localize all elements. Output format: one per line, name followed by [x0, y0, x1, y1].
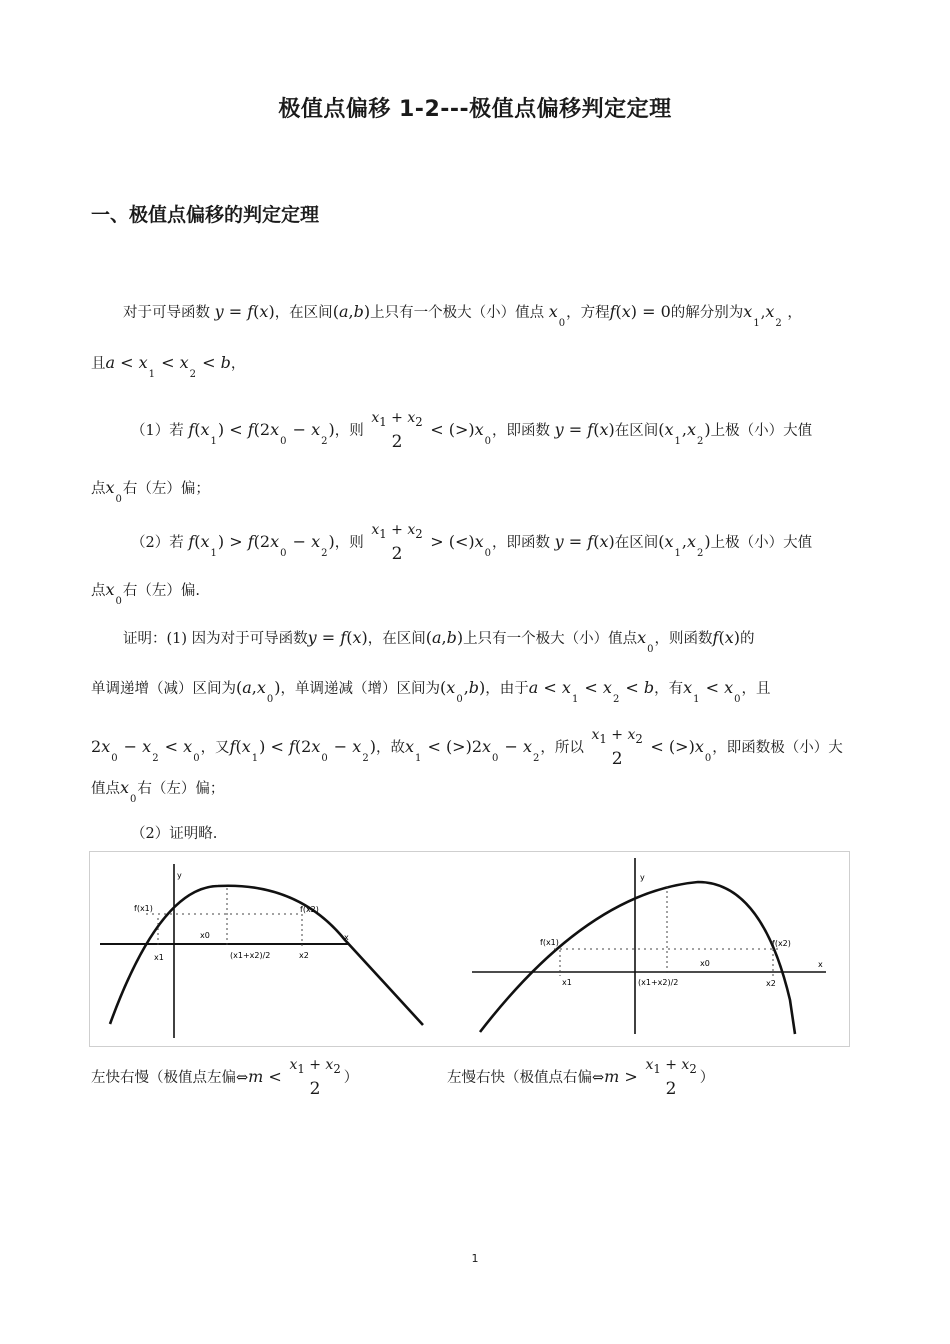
- case-1-line: （1）若 $f(x_1) < f(2x_0 - x_2)$，则 $x_1 + x_2$ 2 < $(>)x_0$，即函数 y = f(x)在区间$(x_1,x_2)$上极（小）大值: [131, 410, 813, 453]
- case-text: ，即函数: [492, 535, 551, 552]
- caption-relation: m <: [248, 1067, 282, 1087]
- proof-text: 右（左）偏；: [137, 781, 225, 797]
- proof-text: ，在区间: [367, 631, 426, 647]
- case-text: ，则: [334, 423, 364, 440]
- caption-text: 左快右慢（极值点左偏⇔: [91, 1070, 249, 1087]
- label-mid: (x1+x2)/2: [230, 951, 271, 960]
- case-2-line: （2）若 $f(x_1) > f(2x_0 - x_2)$，则 $x_1 + x_2$ 2 > $(<)x_0$，即函数 y = f(x)在区间$(x_1,x_2)$上极（小）大值: [131, 522, 813, 565]
- inequality-sign: > (<): [430, 532, 475, 552]
- section-heading: 一、极值点偏移的判定定理: [91, 204, 320, 226]
- label-fx1: f(x1): [134, 904, 153, 913]
- label-fx2: f(x2): [300, 905, 319, 914]
- case-text: 右（左）偏.: [122, 583, 201, 599]
- case-text: 点: [91, 583, 106, 599]
- caption-left: 左快右慢（极值点左偏⇔m < $x_1 + x_2$ 2 ）: [91, 1057, 359, 1100]
- label-mid: (x1+x2)/2: [638, 978, 679, 987]
- case-text: 右（左）偏；: [122, 481, 210, 497]
- case-label: （1）若: [131, 423, 184, 440]
- label-x0: x0: [700, 959, 710, 968]
- proof-text: ，则函数: [654, 631, 713, 647]
- proof-text: 值点: [91, 781, 120, 797]
- label-x: x: [818, 960, 823, 969]
- case-text: 在区间: [614, 423, 659, 440]
- proof-text: 证明：(1) 因为对于可导函数: [123, 631, 308, 647]
- intro-text: ，在区间: [274, 305, 333, 321]
- case-text: ，则: [334, 535, 364, 552]
- proof-text: ，且: [741, 681, 771, 697]
- figure-box: [89, 851, 850, 1047]
- intro-text: ，方程: [566, 305, 610, 321]
- caption-relation: m >: [604, 1067, 638, 1087]
- case-text: 点: [91, 481, 106, 497]
- proof-line-4: 值点$x_0$右（左）偏；: [91, 778, 225, 805]
- intro-text: 上只有一个极大（小）值点: [370, 305, 545, 321]
- proof-text: ，单调递减（增）区间为: [280, 681, 441, 697]
- proof-text: ，所以: [540, 740, 584, 757]
- left-figure: [90, 852, 470, 1046]
- proof-line-2: 单调递增（减）区间为$(a,x_0)$，单调递减（增）区间为$(x_0,b)$，由于$a < x_1 < x_2 < b$，有$x_1 < x_0$，且: [91, 678, 771, 705]
- label-x2: x2: [766, 979, 776, 988]
- curve: [480, 882, 795, 1034]
- proof-line-1: 证明：(1) 因为对于可导函数y = f(x)，在区间(a,b)上只有一个极大（小）值点$x_0$，则函数f(x)的: [123, 628, 755, 655]
- proof-line-3: $2x_0 - x_2 < x_0$，又$f(x_1) < f(2x_0 - x_2)$，故$x_1 < (>)2x_0 - x_2$，所以 $x_1 + x_2$ 2 < $(>)x_0$，即函数极（小）大: [91, 727, 843, 770]
- label-fx2: f(x2): [772, 939, 791, 948]
- case-2-end: 点$x_0$右（左）偏.: [91, 580, 201, 607]
- caption-close: ）: [343, 1070, 359, 1087]
- label-x1: x1: [562, 978, 572, 987]
- intro-text: 且: [91, 356, 106, 372]
- page-title: 极值点偏移 1-2---极值点偏移判定定理: [278, 97, 672, 122]
- case-1-end: 点$x_0$右（左）偏；: [91, 478, 210, 505]
- case-text: 上极（小）大值: [710, 535, 813, 552]
- case-text: 上极（小）大值: [710, 423, 813, 440]
- label-x0: x0: [200, 931, 210, 940]
- intro-line-1: 对于可导函数 y = f(x)，在区间(a,b)上只有一个极大（小）值点 $x_0$，方程f(x) = 0的解分别为$x_1,x_2$ ，: [123, 302, 802, 329]
- intro-line-2: 且$a < x_1 < x_2 < b$，: [91, 353, 246, 380]
- case-label: （2）若: [131, 535, 184, 552]
- proof-text: ，有: [654, 681, 684, 697]
- label-x: x: [344, 933, 349, 942]
- page-number: 1: [471, 1252, 479, 1265]
- intro-text: 对于可导函数: [123, 305, 210, 321]
- proof-text: ，即函数极（小）大: [712, 740, 843, 757]
- label-y: y: [640, 873, 645, 882]
- intro-text: ，: [230, 356, 246, 372]
- proof-text: ，由于: [485, 681, 529, 697]
- inequality-sign: < (>): [430, 420, 475, 440]
- proof-text: ，又: [200, 740, 230, 757]
- proof-text: 单调递增（减）区间为: [91, 681, 236, 697]
- right-figure: [470, 852, 850, 1046]
- label-x2: x2: [299, 951, 309, 960]
- proof-text: 的: [739, 631, 755, 647]
- proof-text: 上只有一个极大（小）值点: [463, 631, 638, 647]
- label-x1: x1: [154, 953, 164, 962]
- label-fx1: f(x1): [540, 938, 559, 947]
- case-text: ，即函数: [492, 423, 551, 440]
- case-text: 在区间: [614, 535, 659, 552]
- proof-text: ，故: [375, 740, 405, 757]
- caption-text: 左慢右快（极值点右偏⇔: [447, 1070, 605, 1087]
- caption-right: 左慢右快（极值点右偏⇔m > $x_1 + x_2$ 2 ）: [447, 1057, 715, 1100]
- intro-text: 的解分别为: [670, 305, 744, 321]
- label-y: y: [177, 871, 182, 880]
- proof-part-2: （2）证明略.: [131, 826, 218, 842]
- caption-close: ）: [699, 1070, 715, 1087]
